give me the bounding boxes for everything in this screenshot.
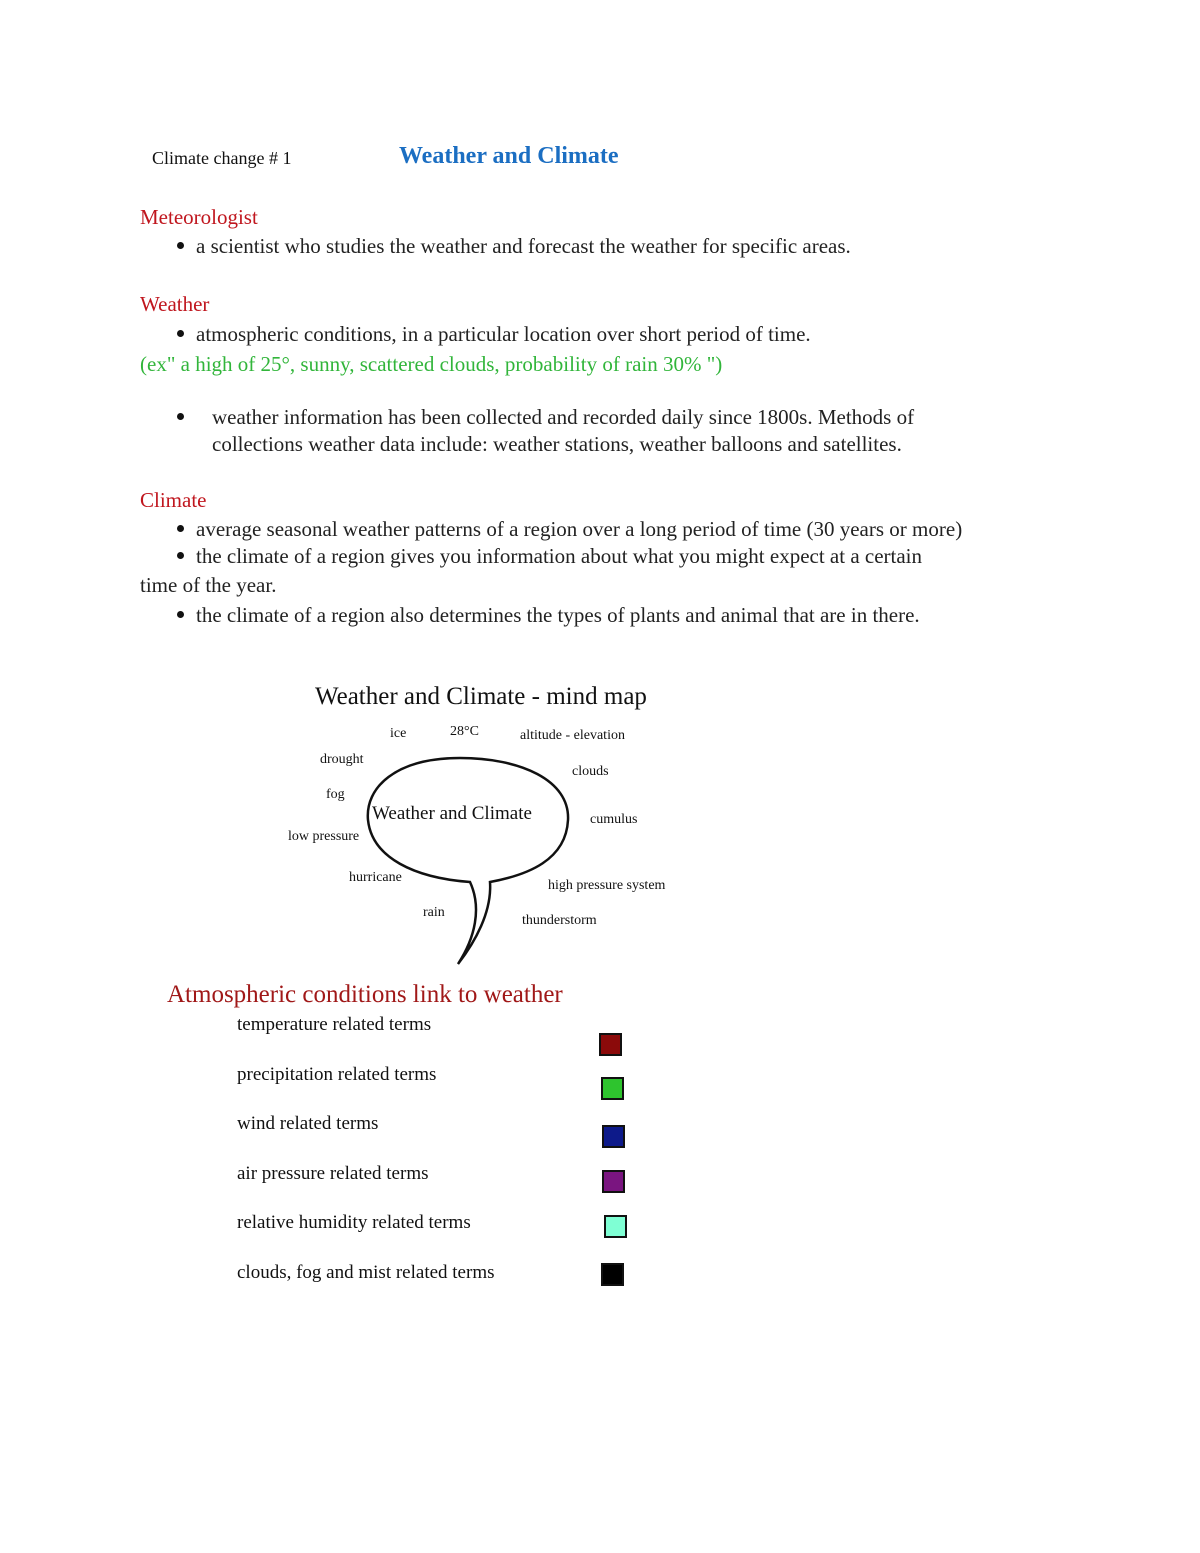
term-cumulus: cumulus: [590, 812, 638, 827]
meteorologist-definition: a scientist who studies the weather and forecast the weather for specific areas.: [196, 234, 851, 258]
document-title: Weather and Climate: [399, 143, 619, 169]
document-label: Climate change # 1: [152, 148, 292, 168]
legend-swatch-wind: [602, 1125, 625, 1148]
mind-map-title: Weather and Climate - mind map: [315, 683, 647, 710]
term-low-pressure: low pressure: [288, 829, 360, 844]
climate-heading: Climate: [140, 488, 207, 512]
climate-plants-animals: the climate of a region also determines the types of plants and animal that are in there.: [196, 603, 920, 627]
term-clouds: clouds: [572, 764, 609, 779]
legend-label-air-pressure: air pressure related terms: [237, 1163, 429, 1184]
climate-expectation-line2: time of the year.: [140, 573, 277, 597]
weather-example: (ex" a high of 25°, sunny, scattered clouds, probability of rain 30% "): [140, 352, 723, 376]
term-drought: drought: [320, 752, 364, 767]
legend-label-humidity: relative humidity related terms: [237, 1212, 471, 1233]
weather-definition: atmospheric conditions, in a particular location over short period of time.: [196, 322, 811, 346]
legend-swatch-clouds-fog: [601, 1263, 624, 1286]
term-hurricane: hurricane: [349, 870, 402, 885]
legend-label-temperature: temperature related terms: [237, 1014, 432, 1035]
legend-swatch-air-pressure: [602, 1170, 625, 1193]
bullet-icon: [177, 525, 184, 532]
term-temperature: 28°C: [450, 724, 479, 739]
weather-heading: Weather: [140, 292, 210, 316]
bullet-icon: [177, 552, 184, 559]
mind-map-center: Weather and Climate: [372, 803, 532, 824]
bullet-icon: [177, 413, 184, 420]
bullet-icon: [177, 242, 184, 249]
term-rain: rain: [423, 905, 445, 920]
weather-history-line1: weather information has been collected and recorded daily since 1800s. Methods of: [212, 405, 915, 429]
bullet-icon: [177, 330, 184, 337]
legend-label-wind: wind related terms: [237, 1113, 379, 1134]
climate-definition: average seasonal weather patterns of a region over a long period of time (30 years or more): [196, 517, 963, 541]
legend-swatch-humidity: [604, 1215, 627, 1238]
term-altitude: altitude - elevation: [520, 728, 625, 743]
legend-swatch-precipitation: [601, 1077, 624, 1100]
legend-label-precipitation: precipitation related terms: [237, 1064, 437, 1085]
legend-swatch-temperature: [599, 1033, 622, 1056]
bullet-icon: [177, 611, 184, 618]
atmospheric-title: Atmospheric conditions link to weather: [167, 981, 563, 1008]
weather-history-line2: collections weather data include: weather stations, weather balloons and satellites.: [212, 432, 902, 456]
term-fog: fog: [326, 787, 345, 802]
legend-label-clouds-fog: clouds, fog and mist related terms: [237, 1262, 495, 1283]
term-thunderstorm: thunderstorm: [522, 913, 597, 928]
climate-expectation-line1: the climate of a region gives you information about what you might expect at a certain: [196, 544, 923, 568]
term-ice: ice: [390, 726, 407, 741]
meteorologist-heading: Meteorologist: [140, 205, 258, 229]
term-high-pressure: high pressure system: [548, 878, 666, 893]
mind-map: [280, 680, 720, 980]
